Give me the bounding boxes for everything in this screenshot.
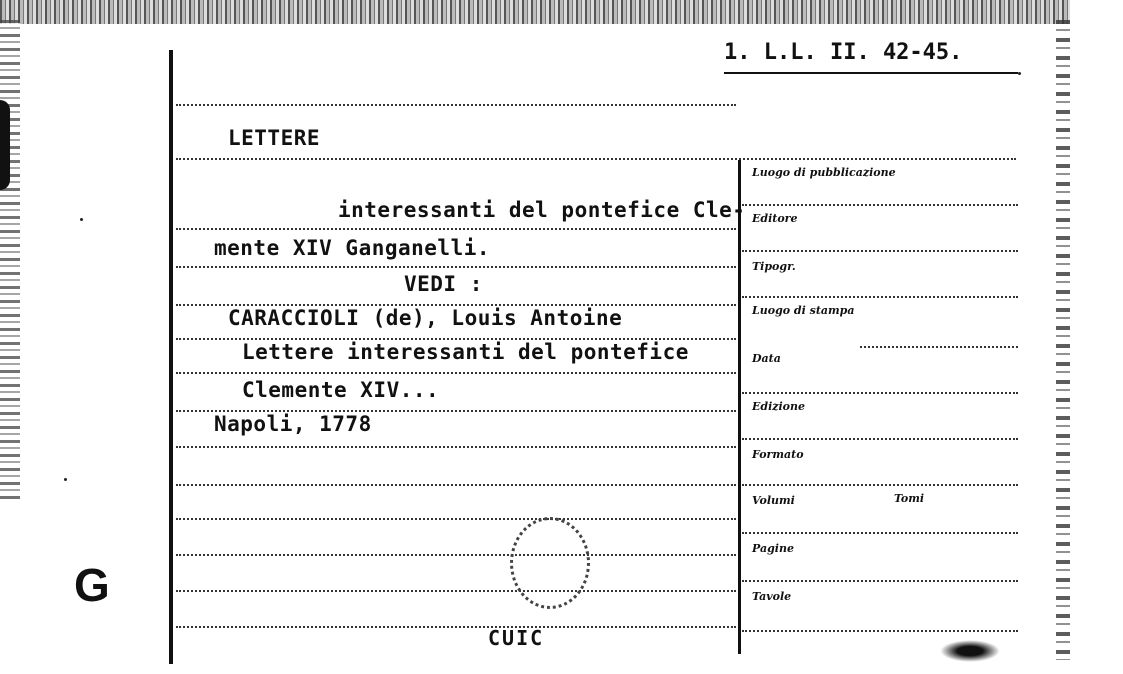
stamp-text: CUIC bbox=[488, 626, 545, 650]
ruled-line bbox=[176, 484, 736, 486]
form-label-place-of-publication: Luogo di pubblicazione bbox=[752, 166, 896, 179]
form-label-printer: Tipogr. bbox=[752, 260, 796, 273]
scan-edge-blot bbox=[0, 100, 10, 190]
ruled-line bbox=[176, 518, 736, 520]
punch-hole bbox=[510, 517, 590, 609]
ruled-line bbox=[176, 266, 736, 268]
speck bbox=[80, 218, 83, 221]
form-label-publisher: Editore bbox=[752, 212, 798, 225]
form-label-place-of-printing: Luogo di stampa bbox=[752, 304, 855, 317]
index-letter: G bbox=[74, 559, 110, 611]
entry-heading: LETTERE bbox=[228, 126, 321, 150]
form-line bbox=[742, 296, 1018, 298]
ruled-line bbox=[176, 228, 736, 230]
form-column-rule bbox=[738, 160, 741, 654]
form-line bbox=[860, 346, 1018, 348]
ruled-line bbox=[176, 590, 736, 592]
form-line bbox=[742, 580, 1018, 582]
form-label-pages: Pagine bbox=[752, 542, 794, 555]
left-margin-rule bbox=[169, 50, 173, 664]
shelfmark: 1. L.L. II. 42-45. bbox=[724, 40, 963, 65]
speck bbox=[64, 478, 67, 481]
title-line-1: Lettere interessanti del pontefice bbox=[242, 340, 689, 364]
scan-edge-right bbox=[1056, 20, 1070, 660]
form-label-edition: Edizione bbox=[752, 400, 806, 413]
imprint-line: Napoli, 1778 bbox=[214, 412, 372, 436]
entry-line-1: interessanti del pontefice Cle- bbox=[338, 198, 746, 222]
form-label-format: Formato bbox=[752, 448, 804, 461]
entry-line-2: mente XIV Ganganelli. bbox=[214, 236, 491, 260]
ruled-line bbox=[176, 446, 736, 448]
scan-edge-top bbox=[0, 0, 1070, 24]
form-line bbox=[742, 392, 1018, 394]
ruled-line bbox=[176, 158, 1016, 160]
see-reference: VEDI : bbox=[404, 272, 483, 296]
scan-edge-left bbox=[0, 20, 20, 500]
shelfmark-underline bbox=[724, 72, 1018, 74]
form-line bbox=[742, 532, 1018, 534]
form-line bbox=[742, 250, 1018, 252]
form-label-volumes: Volumi bbox=[752, 494, 795, 507]
form-line bbox=[742, 204, 1018, 206]
form-label-date: Data bbox=[752, 352, 781, 365]
form-line bbox=[742, 438, 1018, 440]
ruled-line bbox=[176, 626, 736, 628]
ruled-line bbox=[176, 554, 736, 556]
ruled-line bbox=[176, 372, 736, 374]
form-label-tomes: Tomi bbox=[894, 492, 925, 505]
form-line bbox=[742, 484, 1018, 486]
form-line bbox=[742, 630, 1018, 632]
author-line: CARACCIOLI (de), Louis Antoine bbox=[228, 306, 623, 330]
speck bbox=[1018, 72, 1021, 75]
title-line-2: Clemente XIV... bbox=[242, 378, 440, 402]
ruled-line bbox=[176, 104, 736, 106]
form-label-plates: Tavole bbox=[752, 590, 792, 603]
smudge bbox=[940, 640, 1000, 662]
